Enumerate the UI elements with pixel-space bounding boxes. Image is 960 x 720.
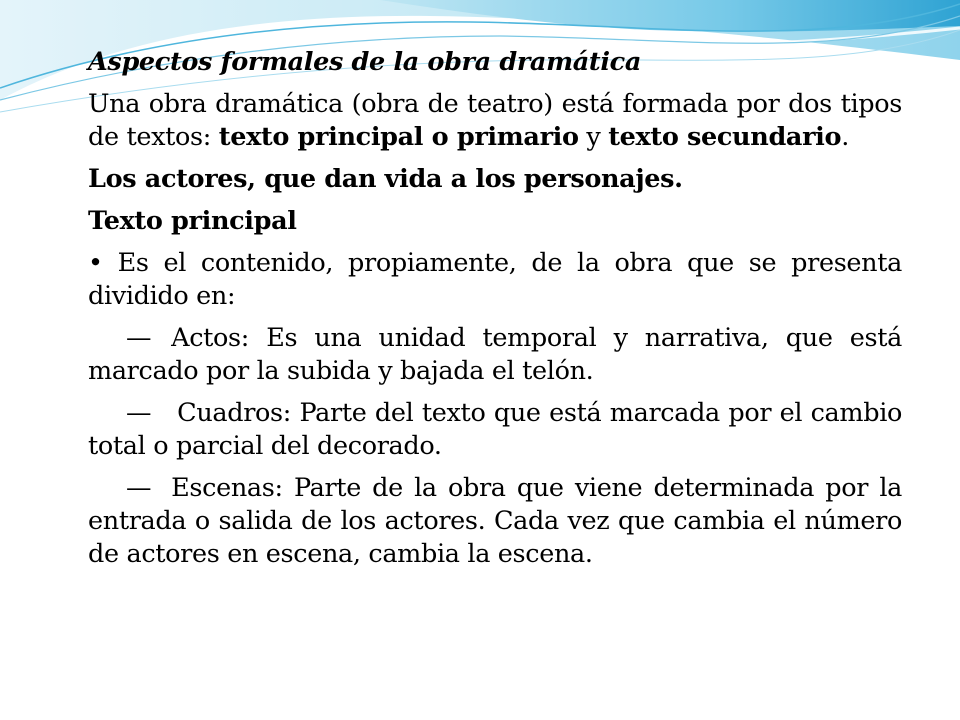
intro-bold-secondary-text: texto secundario (608, 122, 842, 152)
bullet-paragraph (88, 247, 902, 313)
item-escenas (88, 472, 902, 571)
actors-line (88, 163, 902, 196)
item-cuadros-text: Cuadros: Parte del texto que está marcada por el cambio total o parcial del decorado. (88, 398, 902, 461)
bullet-marker: • (88, 248, 103, 278)
actors-line-text: Los actores, que dan vida a los personajes. (88, 164, 683, 194)
item-cuadros (88, 397, 902, 463)
intro-text-3: . (841, 122, 849, 152)
item-actos (88, 322, 902, 388)
intro-paragraph (88, 88, 902, 154)
em-dash: — (126, 473, 152, 503)
intro-text-1: Una obra dramática (obra de teatro) está formada por dos tipos de textos: (88, 89, 902, 152)
em-dash: — (126, 323, 152, 353)
intro-bold-primary-text: texto principal o primario (218, 122, 579, 152)
slide-title: Aspectos formales de la obra dramática (88, 47, 642, 77)
section-heading (88, 205, 902, 238)
em-dash: — (126, 398, 152, 428)
slide-content (88, 46, 902, 580)
item-escenas-text: Escenas: Parte de la obra que viene determinada por la entrada o salida de los actores. Cada vez que cambia el número de actores en escena, cambia la escena. (88, 473, 902, 569)
bullet-text: Es el contenido, propiamente, de la obra que se presenta dividido en: (88, 248, 902, 311)
section-heading-text: Texto principal (88, 206, 297, 236)
item-actos-text: Actos: Es una unidad temporal y narrativa, que está marcado por la subida y bajada el telón. (88, 323, 902, 386)
intro-text-2: y (578, 122, 609, 152)
